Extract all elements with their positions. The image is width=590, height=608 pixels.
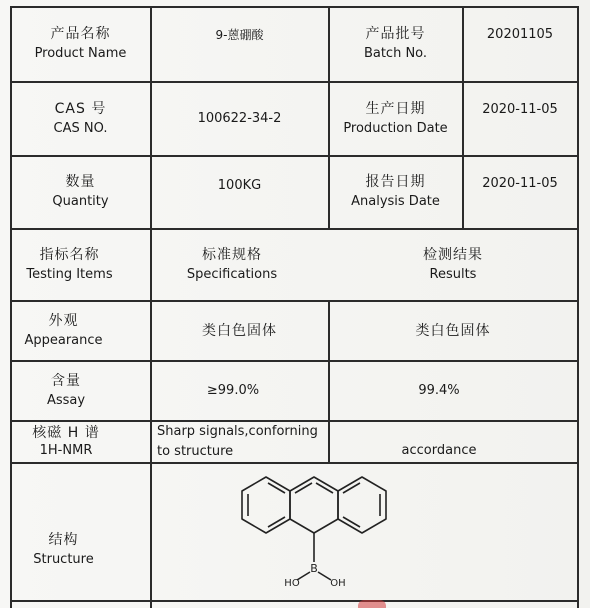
production-date-label (329, 82, 462, 155)
quantity-label-en: Quantity (52, 194, 109, 209)
assay-spec: ≥99.0% (206, 382, 260, 398)
nmr-label-zh: 核磁 H 谱 (32, 424, 100, 441)
assay-spec-cell (151, 361, 315, 420)
batch-no-value-cell (463, 7, 577, 81)
cas-no-label-zh: CAS 号 (54, 100, 107, 117)
appearance-spec-cell (151, 301, 328, 360)
hydroxyl-left-label: HO (284, 578, 300, 589)
structure-label-zh: 结构 (48, 532, 79, 548)
production-date-label-zh: 生产日期 (365, 100, 426, 117)
analysis-date-label-en: Analysis Date (351, 194, 440, 209)
batch-no-value: 20201105 (486, 27, 554, 42)
production-date-value: 2020-11-05 (482, 102, 558, 117)
assay-label-en: Assay (46, 392, 86, 408)
nmr-spec-cell (151, 421, 327, 462)
product-name-label (11, 7, 150, 81)
structure-label-en: Structure (33, 552, 94, 567)
appearance-label (11, 301, 116, 360)
nmr-label-en: 1H-NMR (39, 442, 93, 458)
boron-atom-label: B (310, 562, 318, 575)
quantity-value-cell (151, 156, 328, 216)
analysis-date-value: 2020-11-05 (482, 176, 558, 191)
results-header-en: Results (429, 266, 477, 282)
structure-label (11, 520, 116, 580)
production-date-value-cell (463, 82, 577, 154)
specifications-header (151, 229, 313, 300)
red-seal-stamp (358, 600, 386, 608)
assay-label (11, 361, 121, 420)
testing-items-header-en: Testing Items (26, 266, 113, 282)
appearance-label-zh: 外观 (48, 312, 79, 329)
appearance-result: 类白色固体 (415, 322, 491, 339)
results-header (329, 229, 577, 300)
assay-result: 99.4% (418, 382, 460, 398)
analysis-date-value-cell (463, 156, 577, 228)
cas-no-label (11, 82, 150, 155)
nmr-label (11, 421, 121, 462)
hydroxyl-right-label: OH (330, 578, 346, 589)
quantity-label (11, 156, 150, 228)
product-name-value: 9-蒽硼酸 (215, 28, 264, 42)
assay-result-cell (329, 361, 549, 420)
quantity-label-zh: 数量 (65, 174, 96, 190)
cas-no-value: 100622-34-2 (197, 110, 282, 126)
nmr-result: accordance (401, 442, 477, 458)
product-name-label-en: Product Name (34, 46, 127, 61)
batch-no-label (329, 7, 462, 81)
results-header-zh: 检测结果 (423, 246, 483, 263)
product-name-value-cell (151, 7, 328, 81)
appearance-label-en: Appearance (24, 332, 103, 348)
quantity-value: 100KG (217, 178, 262, 193)
appearance-spec: 类白色固体 (202, 322, 277, 339)
specifications-header-zh: 标准规格 (202, 246, 262, 263)
production-date-label-en: Production Date (343, 120, 448, 136)
anthracene-boronic-acid-structure (230, 464, 420, 594)
cas-no-label-en: CAS NO. (53, 120, 108, 136)
batch-no-label-en: Batch No. (363, 46, 428, 61)
assay-label-zh: 含量 (51, 372, 81, 389)
analysis-date-label (329, 156, 462, 228)
specifications-header-en: Specifications (186, 266, 278, 282)
testing-items-header-zh: 指标名称 (39, 246, 100, 263)
appearance-result-cell (329, 301, 577, 360)
analysis-date-label-zh: 报告日期 (365, 174, 426, 190)
batch-no-label-zh: 产品批号 (365, 26, 426, 42)
cas-no-value-cell (151, 82, 328, 155)
testing-items-header (11, 229, 128, 300)
nmr-spec: Sharp signals,conforning to structure (157, 423, 318, 459)
product-name-label-zh: 产品名称 (50, 26, 111, 42)
